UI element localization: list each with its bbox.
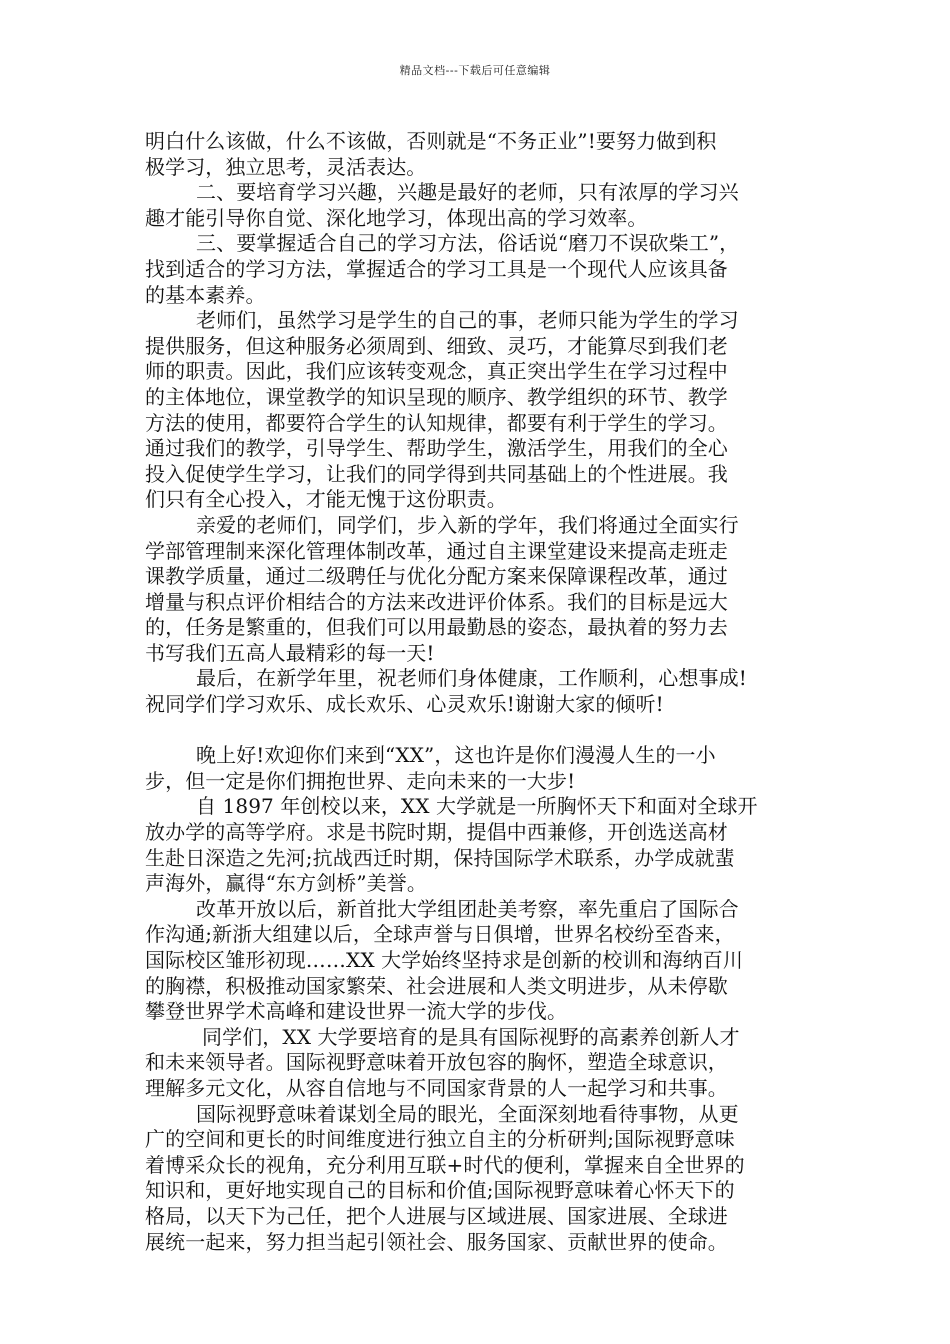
text-line: 老师们，虽然学习是学生的自己的事，老师只能为学生的学习 — [196, 308, 739, 333]
text-line: 们只有全心投入，才能无愧于这份职责。 — [145, 487, 507, 512]
text-line: 三、要掌握适合自己的学习方法，俗话说“磨刀不误砍柴工”， — [196, 231, 740, 256]
text-line: 理解多元文化，从容自信地与不同国家背景的人一起学习和共事。 — [145, 1075, 728, 1100]
text-line: 改革开放以后，新首批大学组团赴美考察，率先重启了国际合 — [196, 896, 739, 921]
blank-line — [145, 718, 820, 744]
text-line: 和未来领导者。国际视野意味着开放包容的胸怀，塑造全球意识， — [145, 1050, 728, 1075]
text-line: 最后，在新学年里，祝老师们身体健康，工作顺利，心想事成! — [196, 666, 747, 691]
text-line: 国际校区雏形初现……XX 大学始终坚持求是创新的校训和海纳百川 — [145, 948, 743, 972]
text-line: 着博采众长的视角，充分利用互联+时代的便利，掌握来自全世界的 — [145, 1152, 745, 1177]
text-line: 展统一起来，努力担当起引领社会、服务国家、贡献世界的使命。 — [145, 1229, 728, 1254]
text-line: 通过我们的教学，引导学生、帮助学生，激活学生，用我们的全心 — [145, 436, 728, 461]
text-line: 作沟通;新浙大组建以后，全球声誉与日俱增，世界名校纷至沓来， — [145, 922, 735, 947]
text-line: 方法的使用，都要符合学生的认知规律，都要有利于学生的学习。 — [145, 410, 728, 435]
text-line: 明白什么该做，什么不该做，否则就是“不务正业”!要努力做到积 — [145, 129, 717, 153]
text-line: 自 1897 年创校以来，XX 大学就是一所胸怀天下和面对全球开 — [196, 794, 758, 819]
page-header: 精品文档---下载后可任意编辑 — [399, 64, 551, 77]
document-body — [145, 129, 820, 1255]
text-line: 趣才能引导你自觉、深化地学习，体现出高的学习效率。 — [145, 205, 648, 230]
text-line: 的主体地位，课堂教学的知识呈现的顺序、教学组织的环节、教学 — [145, 384, 728, 409]
text-line: 的胸襟，积极推动国家繁荣、社会进展和人类文明进步，从未停歇 — [145, 973, 728, 998]
text-line: 放办学的高等学府。求是书院时期，提倡中西兼修，开创选送高材 — [145, 820, 728, 845]
text-line: 生赴日深造之先河;抗战西迁时期，保持国际学术联系，办学成就蜚 — [145, 845, 735, 870]
text-line: 极学习，独立思考，灵活表达。 — [145, 154, 427, 179]
text-line: 增量与积点评价相结合的方法来改进评价体系。我们的目标是远大 — [145, 589, 728, 614]
text-line: 找到适合的学习方法，掌握适合的学习工具是一个现代人应该具备 — [145, 256, 728, 281]
text-line: 格局，以天下为己任，把个人进展与区域进展、国家进展、全球进 — [145, 1203, 728, 1228]
text-line: 师的职责。因此，我们应该转变观念，真正突出学生在学习过程中 — [145, 359, 728, 384]
text-line: 的基本素养。 — [145, 282, 266, 307]
text-line: 晚上好!欢迎你们来到“XX”，这也许是你们漫漫人生的一小 — [196, 743, 716, 768]
text-line: 攀登世界学术高峰和建设世界一流大学的步伐。 — [145, 999, 568, 1024]
text-line: 步，但一定是你们拥抱世界、走向未来的一大步! — [145, 768, 576, 793]
text-line: 学部管理制来深化管理体制改革，通过自主课堂建设来提高走班走 — [145, 538, 728, 563]
text-line: 国际视野意味着谋划全局的眼光，全面深刻地看待事物，从更 — [196, 1101, 739, 1126]
text-line: 同学们，XX 大学要培育的是具有国际视野的高素养创新人才 — [202, 1024, 740, 1049]
text-line: 投入促使学生学习，让我们的同学得到共同基础上的个性进展。我 — [145, 461, 728, 486]
text-line: 亲爱的老师们，同学们，步入新的学年，我们将通过全面实行 — [196, 512, 739, 537]
text-line: 二、要培育学习兴趣，兴趣是最好的老师，只有浓厚的学习兴 — [196, 180, 739, 205]
text-line: 的，任务是繁重的，但我们可以用最勤恳的姿态，最执着的努力去 — [145, 615, 728, 640]
text-line: 祝同学们学习欢乐、成长欢乐、心灵欢乐!谢谢大家的倾听! — [145, 692, 664, 717]
text-line: 提供服务，但这种服务必须周到、细致、灵巧，才能算尽到我们老 — [145, 333, 728, 358]
text-line: 知识和，更好地实现自己的目标和价值;国际视野意味着心怀天下的 — [145, 1178, 735, 1203]
text-line: 广的空间和更长的时间维度进行独立自主的分析研判;国际视野意味 — [145, 1127, 735, 1152]
text-line: 声海外，赢得“东方剑桥”美誉。 — [145, 871, 427, 896]
text-line: 书写我们五高人最精彩的每一天! — [145, 640, 435, 665]
text-line: 课教学质量，通过二级聘任与优化分配方案来保障课程改革，通过 — [145, 564, 728, 589]
